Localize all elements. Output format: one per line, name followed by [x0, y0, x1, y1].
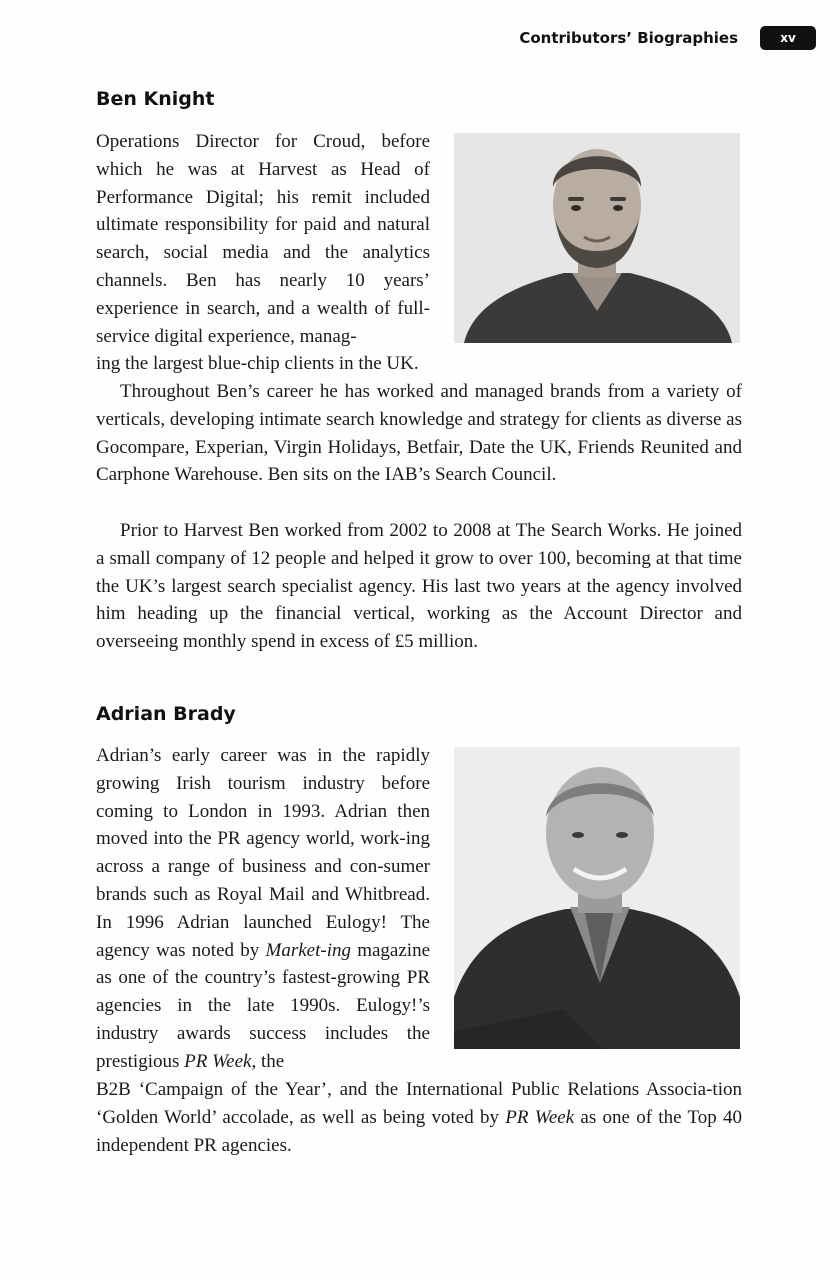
bio-text-run: , the	[251, 1050, 285, 1072]
publication-title: PR Week	[184, 1050, 252, 1072]
bio-text-adrian-brady-intro	[96, 742, 430, 1076]
portrait-photo-adrian-brady	[454, 747, 740, 1049]
running-head	[519, 26, 816, 50]
bio-paragraph-continued: ing the largest blue-chip clients in the UK.	[96, 353, 419, 375]
bio-text-ben-knight-prior	[96, 517, 742, 656]
portrait-photo-ben-knight	[454, 133, 740, 343]
bio-text-run: B2B ‘Campaign of the Year’, and the International Public Relations Associa-tion ‘Golden World’ accolade, as well as being voted by	[96, 1079, 742, 1128]
bio-paragraph: Throughout Ben’s career he has worked and managed brands from a variety of verticals, developing intimate search knowledge and strategy for clients as diverse as Gocompare, Experian, Virgin Holidays, Betfair, Date the UK, Friends Reunited and Carphone Warehouse. Ben sits on the IAB’s Search Council.	[96, 381, 742, 486]
bio-text-run: magazine as one of the country’s fastest-growing PR agencies in the late 1990s. Eulogy!’s industry awards success includes the prestigious	[96, 939, 431, 1072]
bio-paragraph	[96, 742, 430, 1076]
bio-name-ben-knight: Ben Knight	[96, 88, 215, 110]
page-number-badge: xv	[760, 26, 816, 50]
bio-text-ben-knight-intro	[96, 128, 430, 378]
bio-text-ben-knight-career	[96, 378, 742, 489]
bio-name-adrian-brady: Adrian Brady	[96, 703, 236, 725]
running-title: Contributors’ Biographies	[519, 29, 738, 47]
bio-paragraph	[96, 1076, 742, 1159]
publication-title: PR Week	[505, 1106, 575, 1128]
portrait-image	[454, 133, 740, 343]
publication-title: Market-ing	[265, 939, 351, 961]
bio-text-run: Adrian’s early career was in the rapidly growing Irish tourism industry before coming to London in 1993. Adrian then moved into the PR agency world, work-ing across a range of business and con-sumer brands such as Royal Mail and Whitbread. In 1996 Adrian launched Eulogy! The agency was noted by	[96, 745, 430, 961]
bio-paragraph: Operations Director for Croud, before which he was at Harvest as Head of Performance Digital; his remit included ultimate responsibility for paid and natural search, social media and the analytics channels. Ben has nearly 10 years’ experience in search, and a wealth of full-service digital experience, manag-	[96, 131, 430, 347]
bio-text-run: as one of the Top 40 independent PR agencies.	[96, 1106, 742, 1156]
bio-paragraph: Prior to Harvest Ben worked from 2002 to 2008 at The Search Works. He joined a small company of 12 people and helped it grow to over 100, becoming at that time the UK’s largest search specialist agency. His last two years at the agency involved him heading up the financial vertical, working as the Account Director and overseeing monthly spend in excess of £5 million.	[96, 520, 742, 653]
bio-text-adrian-brady-awards	[96, 1076, 742, 1159]
portrait-image	[454, 747, 740, 1049]
